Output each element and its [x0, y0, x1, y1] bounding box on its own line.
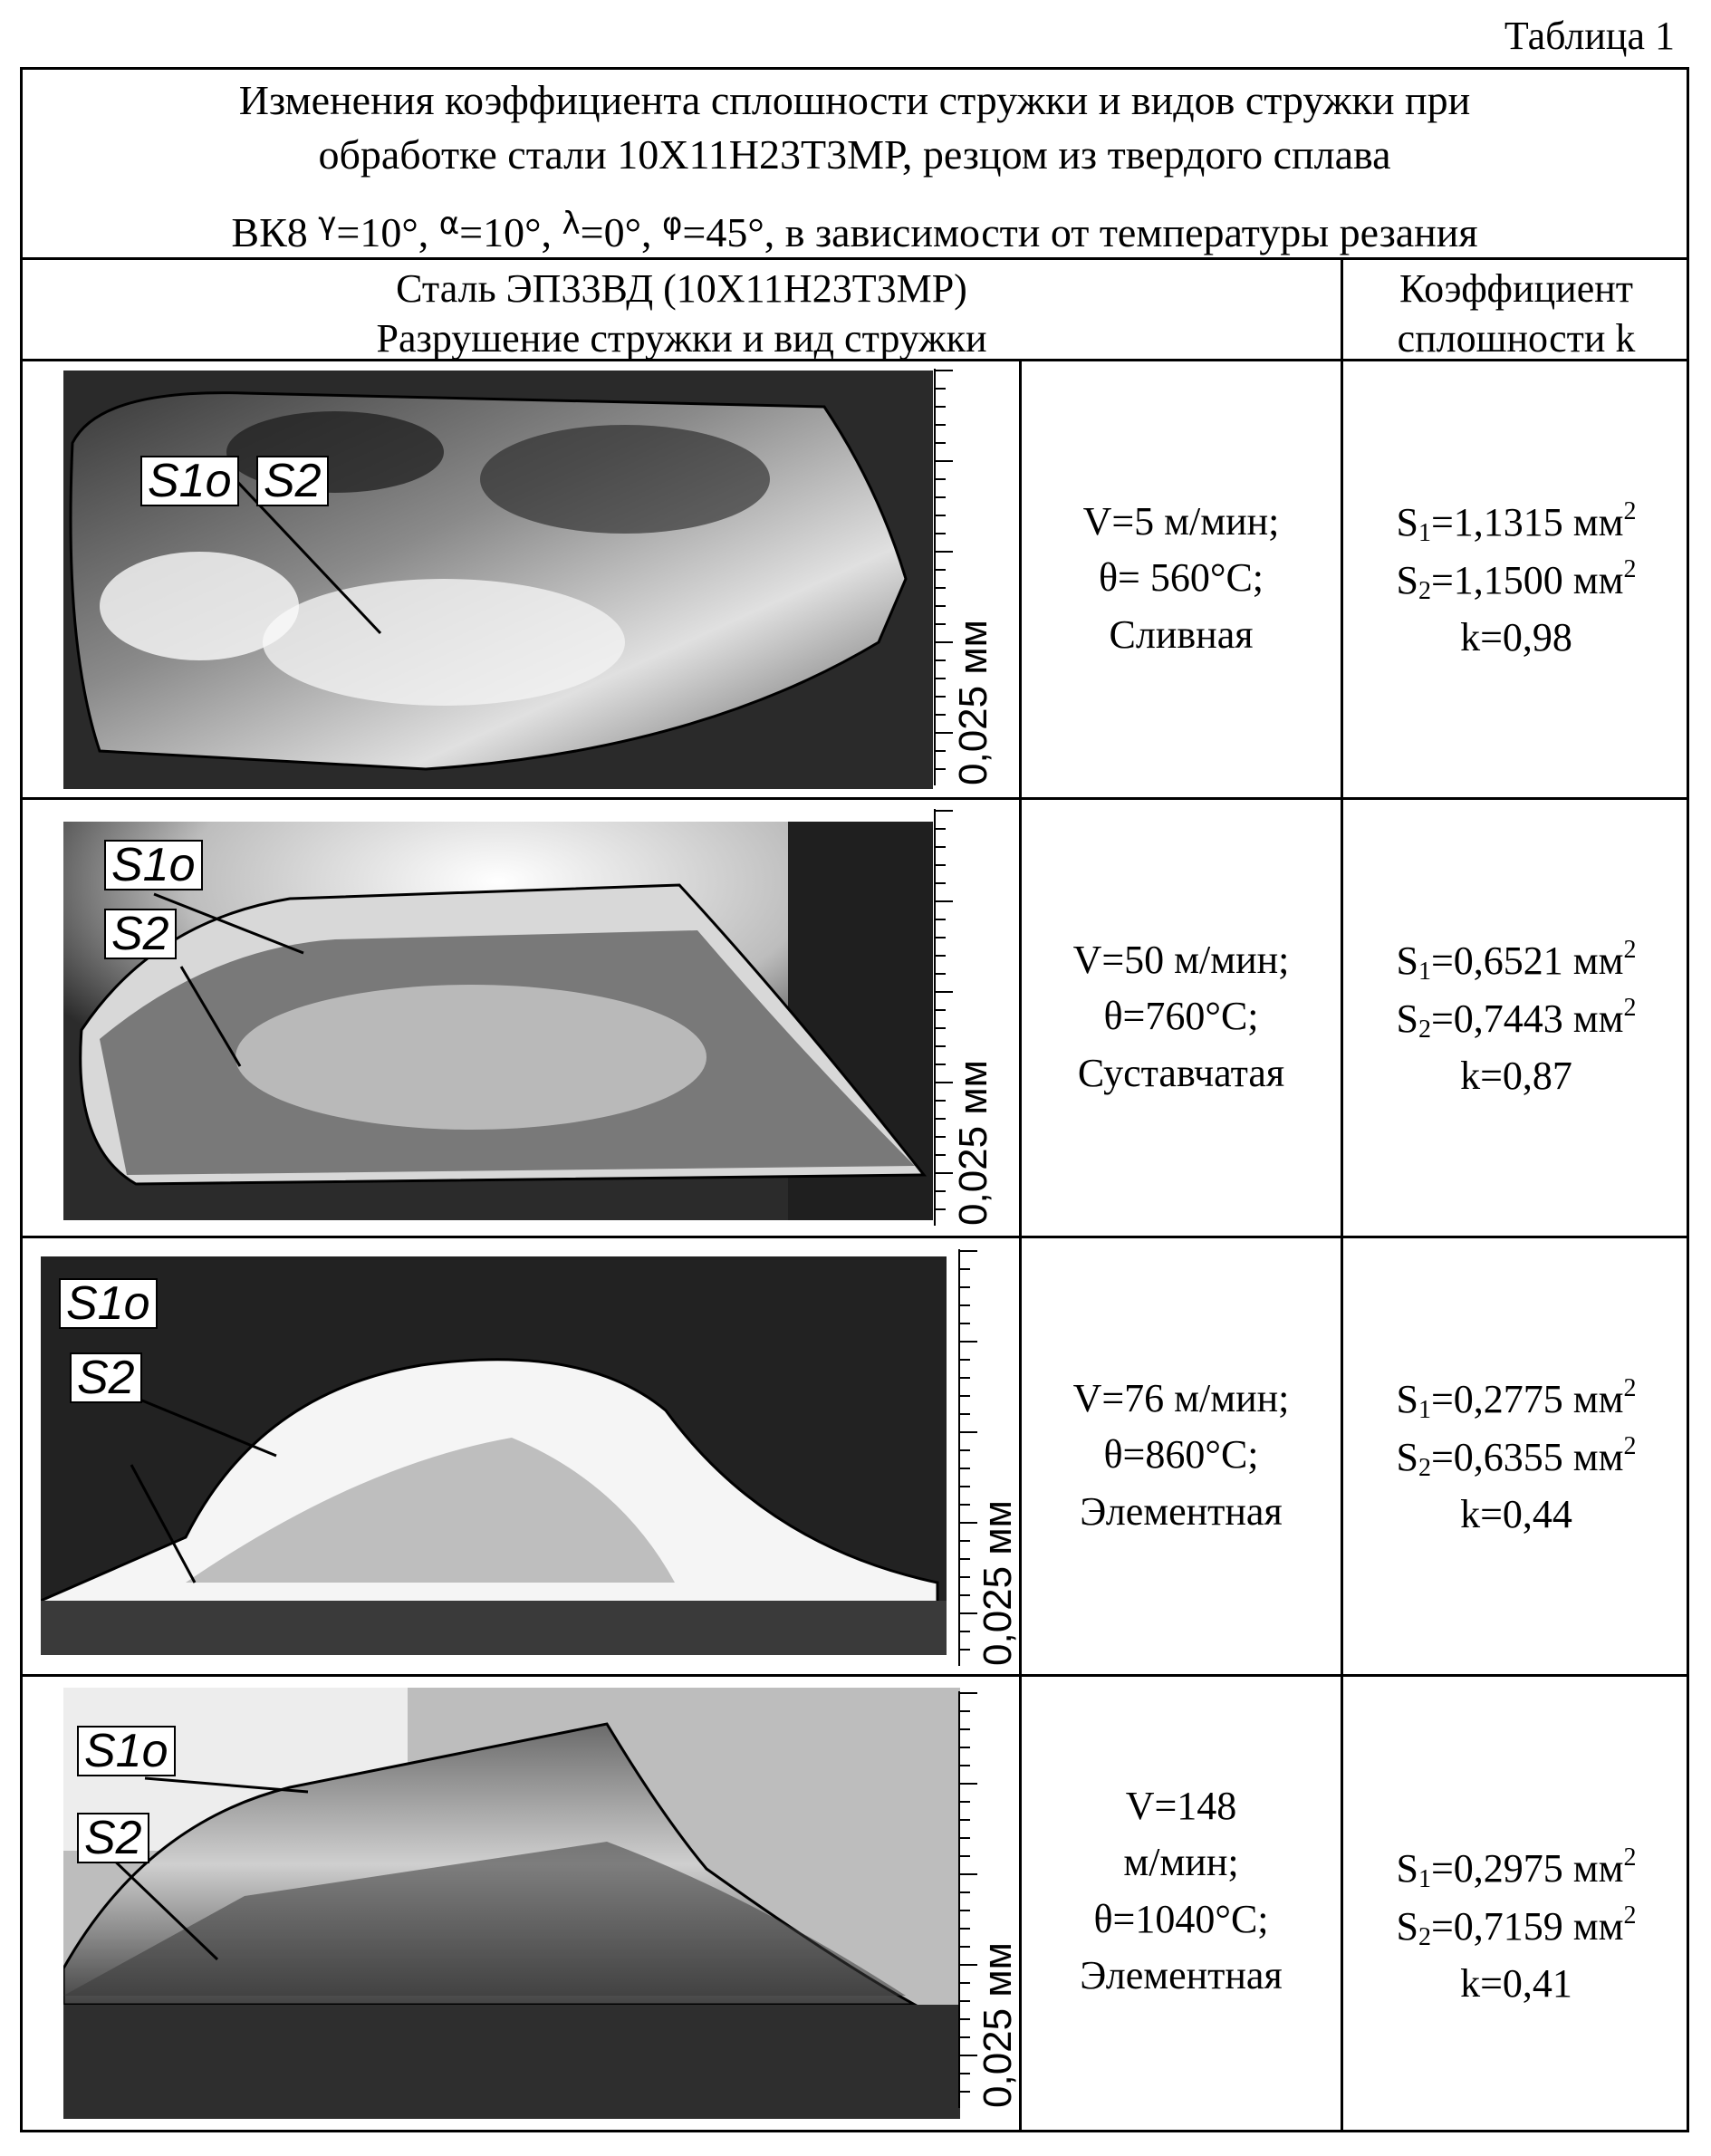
table-number-label: Таблица 1: [1504, 14, 1675, 58]
cutting-speed: V=50 м/мин;: [1072, 938, 1290, 982]
tool-grade: ВК8: [231, 209, 308, 255]
continuity-coefficient: k=0,87: [1460, 1053, 1572, 1098]
continuity-coefficient: k=0,44: [1460, 1491, 1572, 1536]
alpha-symbol: α: [438, 206, 460, 242]
continuity-coefficient: k=0,41: [1460, 1960, 1572, 2006]
continuity-coefficient: k=0,98: [1460, 614, 1572, 659]
chip-type: Суставчатая: [1077, 1050, 1285, 1095]
gamma-symbol: γ: [318, 206, 337, 242]
table-row: [23, 361, 1687, 800]
cutting-speed-unit: м/мин;: [1123, 1840, 1239, 1885]
table-row: [23, 800, 1687, 1238]
cutting-temperature: θ= 560°C;: [1098, 555, 1264, 601]
title-line-1: Изменения коэффициента сплошности стружки и видов стружки при: [238, 77, 1471, 123]
cutting-speed: V=76 м/мин;: [1072, 1376, 1290, 1420]
label-s1o: S1o: [104, 840, 203, 890]
s1-area: $S_1=0,6521$ $мм^2$: [1396, 936, 1637, 986]
s2-area: $S_2=0,7443$ $мм^2$: [1396, 993, 1637, 1044]
cutting-speed: V=5 м/мин;: [1082, 499, 1280, 544]
title-line-2: обработке стали 10Х11Н23Т3МР, резцом из твердого сплава: [318, 131, 1391, 178]
measurements: [1343, 1371, 1689, 1543]
cutting-conditions: [1022, 932, 1341, 1102]
cutting-temperature: θ=860°C;: [1103, 1432, 1259, 1477]
header-steel-line-2: Разрушение стружки и вид стружки: [376, 316, 987, 361]
table-title: [23, 70, 1687, 260]
scale-label: 0,025 мм: [951, 1060, 995, 1226]
s1-area: $S_1=1,1315$ $мм^2$: [1396, 497, 1637, 547]
chip-micrograph: [63, 371, 933, 789]
label-s1o: S1o: [77, 1726, 176, 1776]
lambda-symbol: λ: [562, 206, 581, 242]
lambda-value: =0°,: [580, 209, 652, 255]
cutting-conditions: [1022, 1778, 1341, 2005]
header-steel-line-1: Сталь ЭП33ВД (10Х11Н23Т3МР): [396, 266, 967, 311]
phi-value: =45°, в зависимости от температуры резания: [682, 209, 1478, 255]
measurements: [1343, 1840, 1689, 2012]
measurements: [1343, 494, 1689, 666]
alpha-value: =10°,: [459, 209, 553, 255]
cutting-temperature: θ=1040°C;: [1093, 1896, 1269, 1941]
header-steel: [23, 264, 1341, 363]
s1-area: $S_1=0,2975$ $мм^2$: [1396, 1843, 1637, 1893]
scale-label: 0,025 мм: [976, 1942, 1020, 2108]
header-coefficient-line-2: сплошности k: [1397, 316, 1636, 361]
s2-area: $S_2=0,7159$ $мм^2$: [1396, 1901, 1637, 1951]
chip-micrograph: [41, 1256, 947, 1655]
scale-bar: [933, 809, 995, 1230]
label-s1o: S1o: [59, 1278, 158, 1329]
scale-bar: [957, 1249, 1020, 1670]
table-header: [23, 260, 1687, 361]
s2-area: $S_2=0,6355$ $мм^2$: [1396, 1431, 1637, 1482]
cutting-conditions: [1022, 1371, 1341, 1540]
s2-area: $S_2=1,1500$ $мм^2$: [1396, 554, 1637, 605]
gamma-value: =10°,: [336, 209, 429, 255]
chip-type: Элементная: [1080, 1488, 1283, 1534]
scale-label: 0,025 мм: [951, 620, 995, 785]
cutting-temperature: θ=760°C;: [1103, 994, 1259, 1039]
data-table: [20, 67, 1689, 2132]
s1-area: $S_1=0,2775$ $мм^2$: [1396, 1374, 1637, 1424]
header-coefficient-line-1: Коэффициент: [1399, 266, 1634, 311]
table-row: [23, 1238, 1687, 1677]
scale-bar: [957, 1691, 1020, 2113]
label-s2: S2: [70, 1352, 142, 1403]
label-s2: S2: [104, 909, 177, 959]
header-coefficient: [1343, 264, 1689, 363]
label-s1o: S1o: [140, 456, 239, 506]
scale-bar: [933, 369, 995, 790]
cutting-speed: V=148: [1125, 1784, 1237, 1828]
title-line-3: [23, 206, 1687, 260]
chip-micrograph: [63, 1688, 960, 2119]
scale-label: 0,025 мм: [976, 1500, 1020, 1666]
cutting-conditions: [1022, 494, 1341, 663]
chip-type: Элементная: [1080, 1953, 1283, 1998]
chip-type: Сливная: [1109, 611, 1254, 657]
measurements: [1343, 932, 1689, 1104]
phi-symbol: φ: [661, 206, 683, 242]
label-s2: S2: [77, 1813, 149, 1863]
label-s2: S2: [256, 456, 329, 506]
table-row: [23, 1677, 1687, 2132]
